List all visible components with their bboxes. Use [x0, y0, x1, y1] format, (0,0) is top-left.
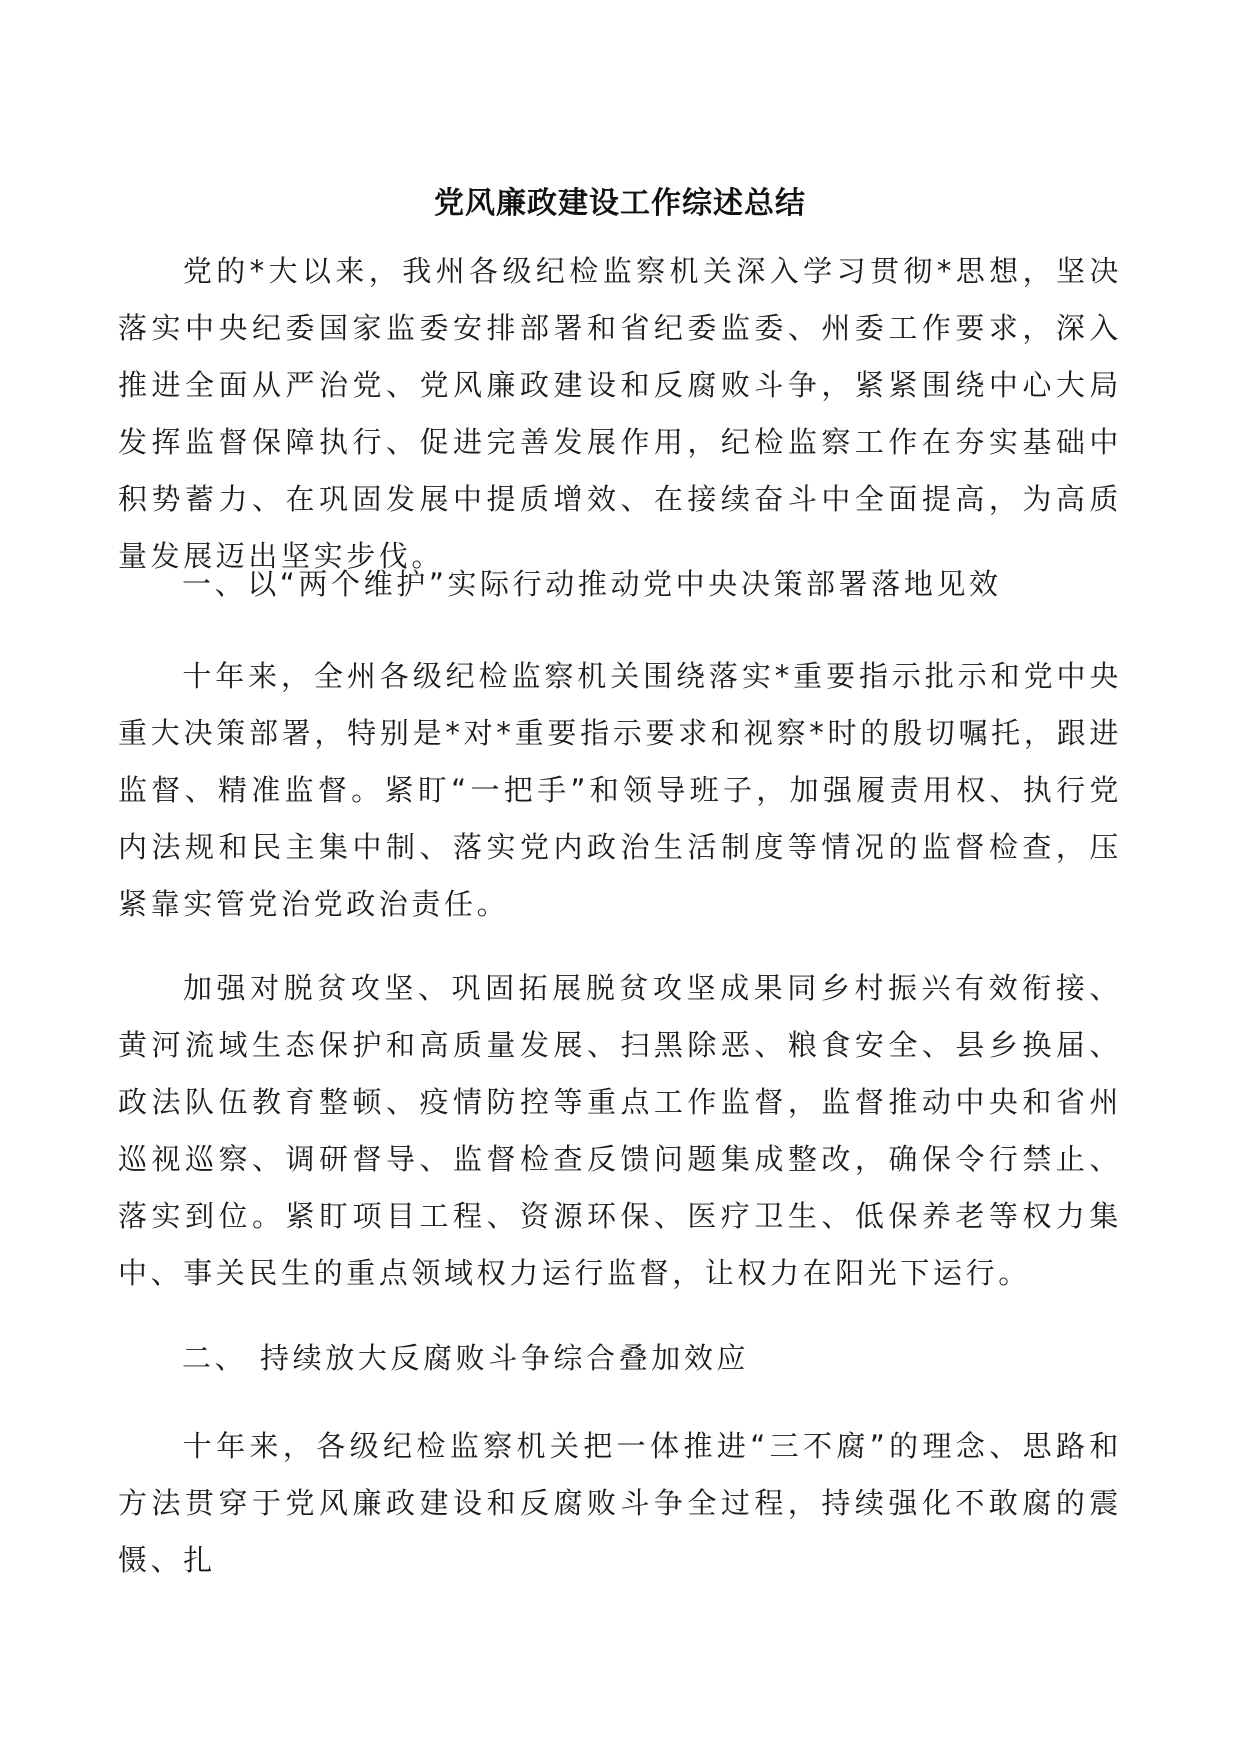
section-heading-2: 二、 持续放大反腐败斗争综合叠加效应: [182, 1341, 750, 1375]
paragraph-text: 党的*大以来，我州各级纪检监察机关深入学习贯彻*思想，坚决落实中央纪委国家监委安排部署和省纪委监委、州委工作要求，深入推进全面从严治党、党风廉政建设和反腐败斗争，紧紧围绕中心大局发挥监督保障执行、促进完善发展作用，纪检监察工作在夯实基础中积势蓄力、在巩固发展中提质增效、在接续奋斗中全面提高，为高质量发展迈出坚实步伐。: [118, 254, 1122, 573]
document-title: 党风廉政建设工作综述总结: [434, 186, 806, 221]
section-heading-1: 一、以“两个维护”实际行动推动党中央决策部署落地见效: [182, 567, 1002, 601]
paragraph-section-1-a: [118, 648, 1122, 933]
paragraph-section-1-b: [118, 960, 1122, 1302]
paragraph-text: 十年来，各级纪检监察机关把一体推进“三不腐”的理念、思路和方法贯穿于党风廉政建设和反腐败斗争全过程，持续强化不敢腐的震慑、扎: [118, 1429, 1122, 1577]
paragraph-section-2-a: [118, 1418, 1122, 1589]
paragraph-text: 十年来，全州各级纪检监察机关围绕落实*重要指示批示和党中央重大决策部署，特别是*对*重要指示要求和视察*时的殷切嘱托，跟进监督、精准监督。紧盯“一把手”和领导班子，加强履责用权、执行党内法规和民主集中制、落实党内政治生活制度等情况的监督检查，压紧靠实管党治党政治责任。: [118, 659, 1122, 921]
paragraph-intro: [118, 243, 1122, 585]
paragraph-text: 加强对脱贫攻坚、巩固拓展脱贫攻坚成果同乡村振兴有效衔接、黄河流域生态保护和高质量发展、扫黑除恶、粮食安全、县乡换届、政法队伍教育整顿、疫情防控等重点工作监督，监督推动中央和省州巡视巡察、调研督导、监督检查反馈问题集成整改，确保令行禁止、落实到位。紧盯项目工程、资源环保、医疗卫生、低保养老等权力集中、事关民生的重点领域权力运行监督，让权力在阳光下运行。: [118, 971, 1122, 1290]
